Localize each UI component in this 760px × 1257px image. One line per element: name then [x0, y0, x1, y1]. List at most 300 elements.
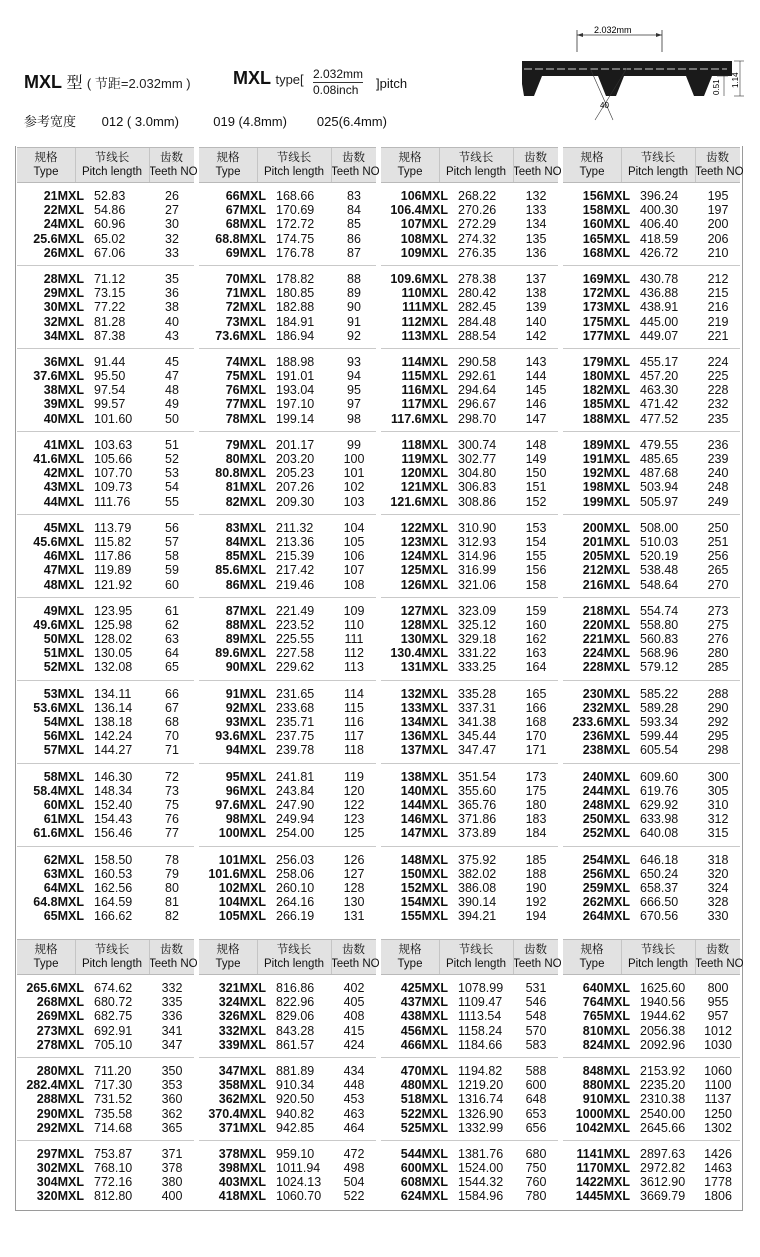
- belt-type: 198MXL: [582, 480, 630, 495]
- header-pitch-length-cn: 节线长: [94, 944, 130, 956]
- pitch-length: 176.78: [276, 245, 315, 260]
- teeth-count: 173: [525, 769, 547, 784]
- header-pitch-length-cn: 节线长: [640, 944, 676, 956]
- pitch-length: 505.97: [640, 494, 679, 509]
- teeth-count: 531: [525, 981, 547, 995]
- row-group: [563, 975, 740, 1058]
- pitch-length: 229.62: [276, 660, 315, 675]
- table-row: [17, 535, 194, 549]
- pitch-length: 2235.20: [640, 1078, 686, 1093]
- header-pitch-length-cn: 节线长: [94, 152, 130, 164]
- belt-type: 321MXL: [218, 981, 266, 995]
- teeth-count: 53: [165, 466, 179, 481]
- pitch-length: 510.03: [640, 534, 679, 549]
- row-group: [563, 349, 740, 432]
- table-row: [381, 1189, 558, 1203]
- belt-type: 115MXL: [401, 369, 448, 384]
- header-type-en: Type: [397, 958, 423, 970]
- belt-type: 332MXL: [218, 1023, 266, 1038]
- belt-type: 282.4MXL: [26, 1078, 84, 1093]
- header-divider: [695, 940, 696, 974]
- row-group: [199, 975, 376, 1058]
- table-row: [199, 798, 376, 812]
- table-row: [17, 812, 194, 826]
- belt-type: 136MXL: [400, 729, 448, 744]
- table-row: [17, 660, 194, 674]
- teeth-count: 81: [165, 895, 179, 910]
- pitch-length: 243.84: [276, 783, 315, 798]
- teeth-count: 145: [525, 383, 547, 398]
- teeth-count: 1302: [704, 1120, 732, 1135]
- header-type: [199, 151, 257, 179]
- pitch-length: 81.28: [94, 314, 126, 329]
- header-divider: [149, 148, 150, 182]
- title-pitch-cn: ( 节距=2.032mm ): [86, 76, 191, 91]
- pitch-length: 128.02: [94, 632, 133, 647]
- teeth-count: 298: [707, 743, 729, 758]
- header-teeth-en: Teeth NO: [149, 166, 198, 178]
- table-row: [17, 995, 194, 1009]
- height-114-label: 1.14: [731, 72, 740, 88]
- belt-type: 302MXL: [36, 1161, 84, 1176]
- pitch-length: 162.56: [94, 880, 133, 895]
- teeth-count: 151: [525, 480, 547, 495]
- header-type: [381, 151, 439, 179]
- pitch-length: 375.92: [458, 852, 497, 867]
- table-row: [563, 867, 740, 881]
- pitch-length: 1584.96: [458, 1189, 504, 1204]
- belt-type: 1042MXL: [575, 1120, 630, 1135]
- teeth-count: 73: [165, 783, 179, 798]
- belt-type: 51MXL: [43, 646, 84, 661]
- teeth-count: 107: [343, 563, 365, 578]
- pitch-length: 52.83: [94, 189, 126, 203]
- table-row: [381, 203, 558, 217]
- belt-type: 47MXL: [43, 563, 84, 578]
- belt-type: 173MXL: [582, 300, 630, 315]
- table-row: [381, 563, 558, 577]
- table-row: [563, 646, 740, 660]
- header-type-en: Type: [215, 958, 241, 970]
- belt-type: 117.6MXL: [391, 411, 448, 426]
- header-teeth-cn: 齿数: [342, 152, 365, 164]
- table-row: [381, 660, 558, 674]
- table-row: [17, 784, 194, 798]
- table-row: [17, 715, 194, 729]
- teeth-count: 225: [707, 369, 729, 384]
- pitch-length: 619.76: [640, 783, 679, 798]
- table-row: [381, 687, 558, 701]
- pitch-length: 308.86: [458, 494, 497, 509]
- pitch-length: 768.10: [94, 1161, 133, 1176]
- belt-type: 220MXL: [582, 617, 630, 632]
- teeth-count: 1778: [704, 1175, 732, 1190]
- belt-type: 518MXL: [400, 1092, 448, 1107]
- belt-type: 480MXL: [400, 1078, 448, 1093]
- pitch-length: 178.82: [276, 271, 315, 286]
- teeth-count: 125: [343, 826, 365, 841]
- pitch-length: 337.31: [458, 700, 497, 715]
- table-row: [563, 232, 740, 246]
- header-divider: [257, 940, 258, 974]
- teeth-count: 408: [343, 1009, 365, 1024]
- table-row: [199, 826, 376, 840]
- pitch-length: 1316.74: [458, 1092, 504, 1107]
- table-row: [199, 217, 376, 231]
- table-row: [17, 646, 194, 660]
- pitch-length: 347.47: [458, 743, 497, 758]
- table-row: [199, 660, 376, 674]
- teeth-count: 26: [165, 189, 179, 203]
- header-pitch-length: [257, 943, 331, 971]
- table-row: [563, 798, 740, 812]
- belt-type: 87MXL: [225, 603, 266, 618]
- header-divider: [621, 148, 622, 182]
- belt-type: 228MXL: [582, 660, 630, 675]
- belt-type: 370.4MXL: [208, 1106, 266, 1121]
- teeth-count: 117: [344, 729, 364, 744]
- pitch-length: 471.42: [640, 397, 679, 412]
- teeth-count: 164: [525, 660, 547, 675]
- table-row: [381, 604, 558, 618]
- pitch-inch: 0.08inch: [313, 83, 359, 97]
- pitch-length: 298.70: [458, 411, 497, 426]
- row-group: [381, 1141, 558, 1209]
- belt-type: 1000MXL: [575, 1106, 630, 1121]
- pitch-length: 390.14: [458, 895, 497, 910]
- title-type-cn: 型: [66, 75, 83, 92]
- teeth-count: 656: [525, 1120, 547, 1135]
- pitch-length: 71.12: [94, 271, 126, 286]
- table-row: [563, 1189, 740, 1203]
- teeth-count: 113: [344, 660, 364, 675]
- belt-type: 21MXL: [43, 189, 84, 203]
- header-divider: [513, 940, 514, 974]
- pitch-length: 160.53: [94, 866, 133, 881]
- teeth-count: 250: [707, 520, 729, 535]
- row-group: [17, 349, 194, 432]
- table-row: [17, 1009, 194, 1023]
- pitch-length: 270.26: [458, 203, 497, 218]
- belt-type: 79MXL: [225, 437, 266, 452]
- table-row: [381, 1147, 558, 1161]
- belt-type: 42MXL: [43, 466, 84, 481]
- pitch-length: 316.99: [458, 563, 497, 578]
- belt-type: 125MXL: [400, 563, 448, 578]
- table-row: [381, 1121, 558, 1135]
- belt-type: 82MXL: [225, 494, 266, 509]
- pitch-length: 1113.54: [458, 1009, 502, 1024]
- belt-type: 37.6MXL: [33, 369, 84, 384]
- pitch-length: 666.50: [640, 895, 679, 910]
- table-row: [563, 895, 740, 909]
- pitch-length: 138.18: [94, 715, 133, 729]
- pitch-length: 449.07: [640, 328, 679, 343]
- table-row: [199, 1064, 376, 1078]
- row-group: [381, 1058, 558, 1141]
- pitch-length: 959.10: [276, 1146, 315, 1161]
- teeth-count: 360: [161, 1092, 183, 1107]
- table-row: [381, 1024, 558, 1038]
- pitch-length: 554.74: [640, 603, 679, 618]
- teeth-count: 380: [161, 1175, 183, 1190]
- teeth-count: 115: [344, 700, 364, 715]
- table-row: [17, 1175, 194, 1189]
- teeth-count: 318: [707, 852, 729, 867]
- teeth-count: 221: [707, 328, 729, 343]
- pitch-length: 942.85: [276, 1120, 315, 1135]
- belt-type: 111MXL: [402, 300, 448, 315]
- table-row: [199, 1175, 376, 1189]
- table-row: [563, 981, 740, 995]
- teeth-count: 276: [707, 632, 729, 647]
- teeth-count: 57: [165, 534, 179, 549]
- teeth-count: 197: [707, 203, 729, 218]
- pitch-length: 201.17: [276, 437, 315, 452]
- teeth-count: 570: [525, 1023, 547, 1038]
- belt-type: 544MXL: [400, 1146, 448, 1161]
- teeth-count: 111: [344, 632, 364, 647]
- pitch-length: 254.00: [276, 826, 315, 841]
- table-row: [381, 300, 558, 314]
- teeth-count: 328: [707, 895, 729, 910]
- pitch-length: 323.09: [458, 603, 497, 618]
- pitch-length: 1625.60: [640, 981, 686, 995]
- belt-type: 456MXL: [400, 1023, 448, 1038]
- table-row: [17, 452, 194, 466]
- belt-type: 101MXL: [218, 852, 266, 867]
- teeth-count: 99: [347, 437, 361, 452]
- pitch-length: 91.44: [94, 354, 126, 369]
- teeth-count: 51: [165, 437, 179, 452]
- table-row: [563, 660, 740, 674]
- table-row: [199, 909, 376, 923]
- teeth-count: 472: [343, 1146, 365, 1161]
- header-pitch-length-en: Pitch length: [445, 166, 507, 178]
- header-teeth-en: Teeth NO: [695, 958, 744, 970]
- header-pitch-length-en: Pitch length: [263, 958, 325, 970]
- pitch-length: 1060.70: [276, 1189, 322, 1204]
- table-row: [563, 1078, 740, 1092]
- teeth-count: 40: [165, 314, 179, 329]
- header-teeth-cn: 齿数: [524, 152, 547, 164]
- teeth-count: 1060: [704, 1063, 732, 1078]
- teeth-count: 251: [707, 534, 729, 549]
- pitch-length: 1219.20: [458, 1078, 504, 1093]
- header-teeth-cn: 齿数: [706, 152, 729, 164]
- belt-type: 268MXL: [36, 995, 84, 1010]
- pitch-length: 589.28: [640, 700, 679, 715]
- belt-type: 358MXL: [218, 1078, 266, 1093]
- header-pitch-length-en: Pitch length: [627, 166, 689, 178]
- pitch-length: 130.05: [94, 646, 133, 661]
- table-row: [199, 995, 376, 1009]
- row-group: [199, 515, 376, 598]
- teeth-count: 216: [707, 300, 729, 315]
- table-row: [381, 480, 558, 494]
- teeth-count: 103: [343, 494, 365, 509]
- height-051-label: 0.51: [712, 79, 721, 95]
- teeth-count: 290: [707, 700, 729, 715]
- pitch-length: 2153.92: [640, 1063, 686, 1078]
- teeth-count: 310: [707, 797, 729, 812]
- table-row: [199, 383, 376, 397]
- teeth-count: 194: [525, 909, 547, 924]
- belt-type: 71MXL: [225, 286, 266, 301]
- header-divider: [331, 940, 332, 974]
- header-pitch-length-cn: 节线长: [276, 944, 312, 956]
- teeth-count: 52: [165, 452, 179, 466]
- pitch-length: 142.24: [94, 729, 133, 744]
- belt-type: 146MXL: [400, 812, 448, 827]
- teeth-count: 55: [165, 494, 179, 509]
- teeth-count: 1030: [704, 1037, 732, 1052]
- pitch-length: 333.25: [458, 660, 497, 675]
- table-row: [17, 618, 194, 632]
- belt-type: 254MXL: [582, 852, 630, 867]
- row-group: [17, 975, 194, 1058]
- teeth-count: 235: [707, 411, 729, 426]
- pitch-length: 345.44: [458, 729, 497, 744]
- belt-type: 438MXL: [400, 1009, 448, 1024]
- belt-type: 910MXL: [582, 1092, 630, 1107]
- pitch-length: 335.28: [458, 686, 497, 701]
- teeth-count: 75: [165, 797, 179, 812]
- pitch-length: 920.50: [276, 1092, 315, 1107]
- teeth-count: 87: [347, 245, 361, 260]
- teeth-count: 175: [525, 783, 547, 798]
- row-group: [563, 183, 740, 266]
- teeth-count: 135: [525, 231, 547, 246]
- teeth-count: 102: [343, 480, 365, 495]
- teeth-count: 109: [343, 603, 365, 618]
- belt-type: 127MXL: [400, 603, 448, 618]
- belt-type: 96MXL: [225, 783, 266, 798]
- pitch-length: 241.81: [276, 769, 315, 784]
- teeth-count: 30: [165, 217, 179, 232]
- table-row: [17, 1038, 194, 1052]
- belt-type: 175MXL: [582, 314, 630, 329]
- pitch-length: 306.83: [458, 480, 497, 495]
- teeth-count: 453: [343, 1092, 365, 1107]
- pitch-length: 154.43: [94, 812, 133, 827]
- table-row: [199, 300, 376, 314]
- table-row: [199, 1189, 376, 1203]
- teeth-count: 144: [525, 369, 547, 384]
- belt-type: 68MXL: [225, 217, 266, 232]
- pitch-length: 3669.79: [640, 1189, 686, 1204]
- table-row: [563, 578, 740, 592]
- belt-type: 46MXL: [43, 549, 84, 564]
- table-row: [381, 701, 558, 715]
- table-row: [381, 355, 558, 369]
- teeth-count: 275: [707, 617, 729, 632]
- pitch-length: 292.61: [458, 369, 497, 384]
- teeth-count: 137: [525, 271, 547, 286]
- teeth-count: 184: [525, 826, 547, 841]
- teeth-count: 648: [525, 1092, 547, 1107]
- header-pitch-length: [621, 151, 695, 179]
- belt-type: 57MXL: [43, 743, 84, 758]
- pitch-length: 753.87: [94, 1146, 133, 1161]
- table-row: [199, 1009, 376, 1023]
- teeth-count: 200: [707, 217, 729, 232]
- teeth-count: 464: [343, 1120, 365, 1135]
- header-pitch-length: [75, 151, 149, 179]
- belt-type: 470MXL: [400, 1063, 448, 1078]
- belt-type: 126MXL: [400, 577, 448, 592]
- pitch-length: 67.06: [94, 245, 126, 260]
- table-row: [563, 1107, 740, 1121]
- teeth-count: 56: [165, 520, 179, 535]
- teeth-count: 64: [165, 646, 179, 661]
- teeth-count: 957: [707, 1009, 729, 1024]
- table-row: [17, 1189, 194, 1203]
- table-row: [17, 272, 194, 286]
- teeth-count: 62: [165, 617, 179, 632]
- belt-type: 130MXL: [400, 632, 448, 647]
- pitch-length: 436.88: [640, 286, 679, 301]
- belt-type: 83MXL: [225, 520, 266, 535]
- pitch-length: 300.74: [458, 437, 497, 452]
- pitch-length: 438.91: [640, 300, 679, 315]
- pitch-length: 152.40: [94, 797, 133, 812]
- pitch-length: 109.73: [94, 480, 133, 495]
- teeth-count: 148: [525, 437, 547, 452]
- pitch-length: 247.90: [276, 797, 315, 812]
- belt-type: 371MXL: [218, 1120, 266, 1135]
- table-row: [199, 895, 376, 909]
- table-row: [199, 495, 376, 509]
- teeth-count: 68: [165, 715, 179, 729]
- belt-type: 290MXL: [36, 1106, 84, 1121]
- belt-type: 77MXL: [225, 397, 266, 412]
- row-group: [199, 1141, 376, 1209]
- belt-type: 269MXL: [36, 1009, 84, 1024]
- table-row: [17, 826, 194, 840]
- teeth-count: 236: [707, 437, 729, 452]
- teeth-count: 324: [707, 880, 729, 895]
- teeth-count: 33: [165, 245, 179, 260]
- pitch-length: 203.20: [276, 452, 315, 466]
- header-type: [199, 943, 257, 971]
- pitch-length: 558.80: [640, 617, 679, 632]
- teeth-count: 1806: [704, 1189, 732, 1204]
- header-type-cn: 规格: [398, 152, 422, 164]
- header-type-cn: 规格: [398, 944, 422, 956]
- table-row: [381, 895, 558, 909]
- pitch-length: 2540.00: [640, 1106, 686, 1121]
- teeth-count: 47: [165, 369, 179, 384]
- belt-type: 84MXL: [225, 534, 266, 549]
- teeth-count: 130: [343, 895, 365, 910]
- pitch-length: 231.65: [276, 686, 315, 701]
- belt-type: 292MXL: [36, 1120, 84, 1135]
- table-row: [17, 895, 194, 909]
- teeth-count: 315: [707, 826, 729, 841]
- table-row: [17, 412, 194, 426]
- table-row: [563, 687, 740, 701]
- header-pitch-length: [439, 151, 513, 179]
- belt-type: 50MXL: [43, 632, 84, 647]
- belt-type: 182MXL: [582, 383, 630, 398]
- table-row: [381, 646, 558, 660]
- teeth-count: 136: [525, 245, 547, 260]
- teeth-count: 101: [343, 466, 365, 481]
- table-row: [381, 770, 558, 784]
- pitch-length: 682.75: [94, 1009, 133, 1024]
- pitch-length: 2056.38: [640, 1023, 686, 1038]
